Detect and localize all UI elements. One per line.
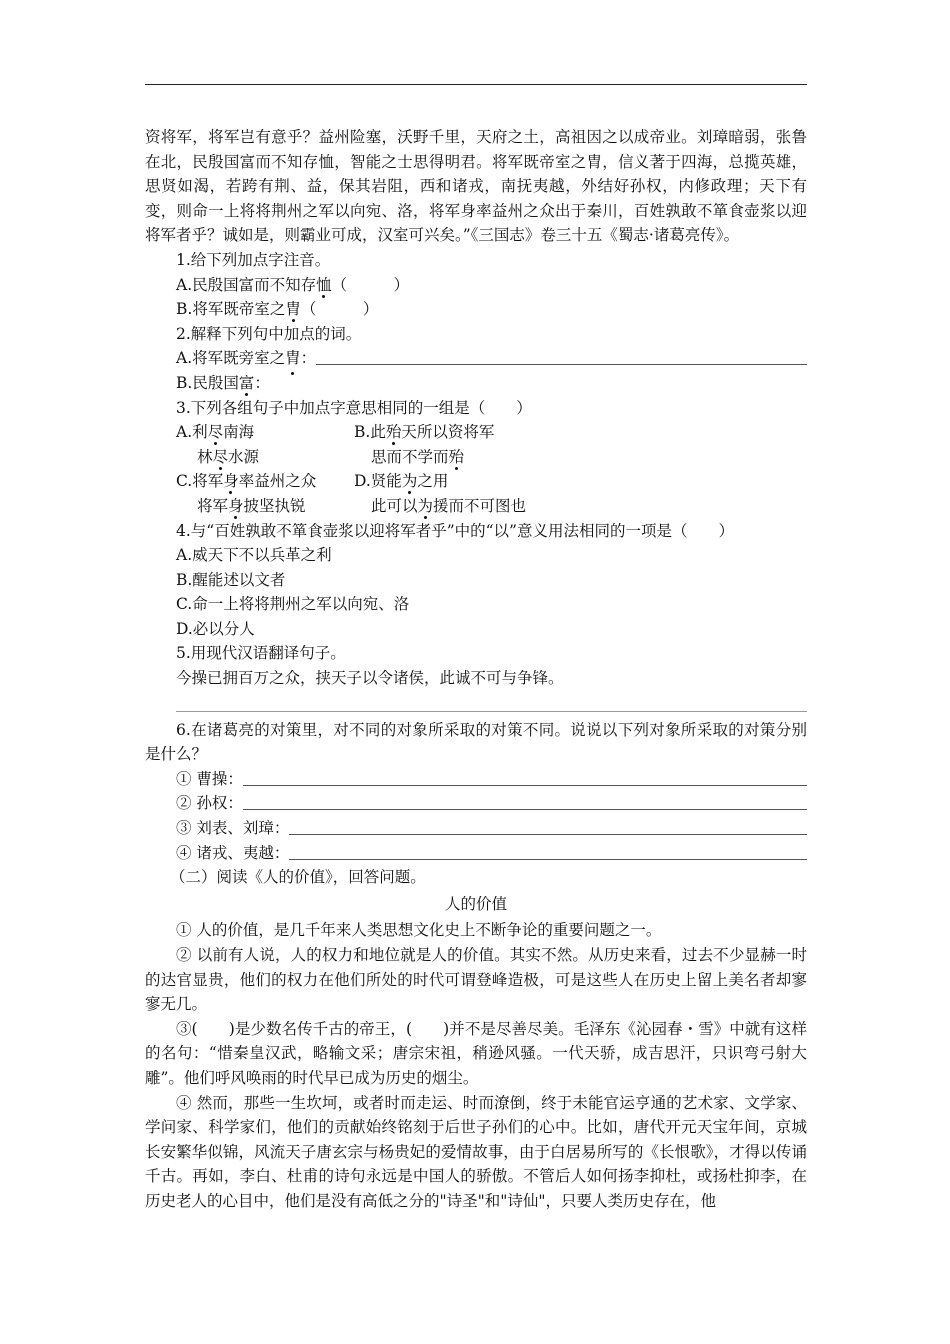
q4-option-a: A.威天下不以兵革之利 (176, 546, 332, 565)
q6-answer-line[interactable] (243, 791, 807, 810)
q3-row-ab-2: 林尽水源 思而不学而殆 (197, 447, 465, 466)
article-paragraph-4: ④ 然而，那些一生坎坷，或者时而走运、时而潦倒，终于未能官运亨通的艺术家、文学家、学问家、科学家们，他们的贡献始终铭刻于后世子孙们的心中。比如，唐代开元天宝年间，京城长安繁华似锦，风流天子唐玄宗与杨贵妃的爱情故事，由于白居易所写的《长恨歌》，才得以传诵千古。再如，李白、杜甫的诗句永远是中国人的骄傲。不管后人如何扬李抑杜，或扬杜抑李，在历史老人的心目中，他们是没有高低之分的"诗圣"和"诗仙"，只要人类历史存在，他 (145, 1093, 807, 1210)
q1-option-b: B.将军既帝室之胄（ ） (176, 300, 379, 319)
article-paragraph-3: ③( )是少数名传千古的帝王，( )并不是尽善尽美。毛泽东《沁园春・雪》中就有这样的名句：“惜秦皇汉武，略输文采；唐宗宋祖，稍逊风骚。一代天骄，成吉思汗，只识弯弓射大雕”。他们呼风唤雨的时代早已成为历史的烟尘。 (145, 1019, 807, 1087)
intro-passage: 资将军，将军岂有意乎？益州险塞，沃野千里，天府之土，高祖因之以成帝业。刘璋暗弱，张鲁在北，民殷国富而不知存恤，智能之士思得明君。将军既帝室之胄，信义著于四海，总揽英雄，思贤如渴，若跨有荆、益，保其岩阻，西和诸戎，南抚夷越，外结好孙权，内修政理；天下有变，则命一上将将荆州之军以向宛、洛，将军身率益州之众出于秦川，百姓孰敢不箪食壶浆以迎将军者乎？诚如是，则霸业可成，汉室可兴矣。”《三国志》卷三十五《蜀志·诸葛亮传》。 (145, 128, 807, 245)
q3-row-cd-1: C.将军身率益州之众 D.贤能为之用 (176, 472, 449, 491)
q5-sentence: 今操已拥百万之众，挟天子以令诸侯，此诚不可与争锋。 (176, 669, 564, 688)
q6-item-liubiao: ③ 刘表、刘璋： (145, 816, 807, 841)
q4-option-b: B.醒能述以文者 (176, 570, 286, 589)
q1-option-a: A.民殷国富而不知存恤（ ） (176, 275, 410, 294)
q6-answer-line[interactable] (289, 816, 807, 835)
q5-stem: 5.用现代汉语翻译句子。 (176, 644, 346, 663)
q2-a-answer-line[interactable] (316, 346, 807, 365)
q3-row-ab-1: A.利尽南海 B.此殆天所以资将军 (176, 423, 495, 442)
q6-item-sunquan: ② 孙权： (145, 791, 807, 816)
q6-item-caocao: ① 曹操： (145, 767, 807, 792)
article-title: 人的价值 (444, 894, 507, 913)
q6-item-zhurong: ④ 诸戎、夷越： (145, 841, 807, 866)
q6-answer-line[interactable] (289, 841, 807, 860)
q2-stem: 2.解释下列句中加点的词。 (176, 324, 362, 343)
q6-stem: 6.在诸葛亮的对策里，对不同的对象所采取的对策不同。说说以下列对象所采取的对策分别是什么？ (145, 720, 807, 764)
q1-stem: 1.给下列加点字注音。 (176, 250, 331, 269)
article-paragraph-1: ① 人的价值，是几千年来人类思想文化史上不断争论的重要问题之一。 (176, 921, 662, 940)
document-page (145, 125, 807, 1214)
q5-answer-line[interactable] (176, 691, 807, 712)
q3-row-cd-2: 将军身披坚执锐 此可以为援而不可图也 (197, 496, 527, 515)
q4-option-d: D.必以分人 (176, 619, 255, 638)
header-rule (145, 84, 807, 85)
q4-stem: 4.与“百姓孰敢不箪食壶浆以迎将军者乎”中的“以”意义用法相同的一项是（ ） (176, 521, 734, 540)
q2-option-a: A.将军既旁室之 胄 ： (145, 346, 807, 371)
q4-option-c: C.命一上将将荆州之军以向宛、洛 (176, 595, 410, 614)
article-paragraph-2: ② 以前有人说，人的权力和地位就是人的价值。其实不然。从历史来看，过去不少显赫一时的达官显贵，他们的权力在他们所处的时代可谓登峰造极，可是这些人在历史上留上美名者却寥寥无几。 (145, 946, 807, 1014)
section2-heading: （二）阅读《人的价值》，回答问题。 (170, 868, 426, 887)
q2-option-b: B.民殷国富： (176, 373, 270, 392)
q6-answer-line[interactable] (243, 767, 807, 786)
q3-stem: 3.下列各组句子中加点字意思相同的一组是（ ） (176, 398, 532, 417)
